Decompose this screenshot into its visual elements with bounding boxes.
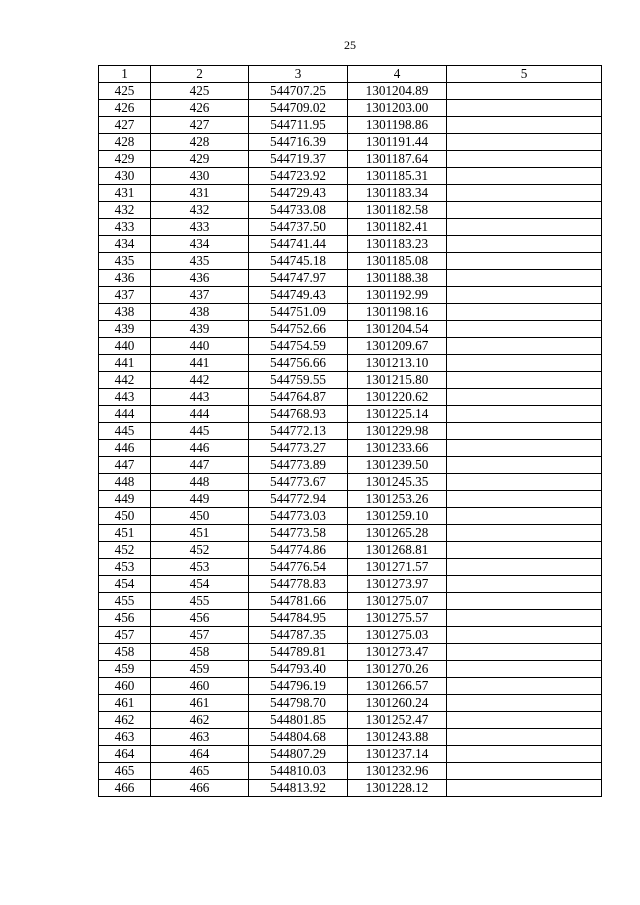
table-row [99, 780, 602, 797]
table-cell-col-4: 1301220.62 [348, 389, 447, 406]
table-cell-col-4: 1301252.47 [348, 712, 447, 729]
table-row [99, 678, 602, 695]
table-cell-col-3: 544810.03 [249, 763, 348, 780]
table-row [99, 661, 602, 678]
table-cell-col-3: 544741.44 [249, 236, 348, 253]
table-cell-col-5 [447, 389, 602, 406]
table-cell-col-2: 454 [151, 576, 249, 593]
table-cell-col-1: 454 [99, 576, 151, 593]
table-cell-col-2: 465 [151, 763, 249, 780]
table-cell-col-1: 457 [99, 627, 151, 644]
table-cell-col-2: 445 [151, 423, 249, 440]
table-cell-col-3: 544772.13 [249, 423, 348, 440]
table-cell-col-2: 449 [151, 491, 249, 508]
table-cell-col-5 [447, 287, 602, 304]
table-cell-col-3: 544754.59 [249, 338, 348, 355]
column-header-4: 4 [348, 66, 447, 83]
table-cell-col-1: 429 [99, 151, 151, 168]
table-cell-col-1: 443 [99, 389, 151, 406]
table-cell-col-5 [447, 746, 602, 763]
table-cell-col-1: 438 [99, 304, 151, 321]
table-cell-col-5 [447, 100, 602, 117]
table-cell-col-3: 544749.43 [249, 287, 348, 304]
table-cell-col-5 [447, 321, 602, 338]
table-row [99, 134, 602, 151]
table-cell-col-5 [447, 525, 602, 542]
table-cell-col-2: 435 [151, 253, 249, 270]
table-cell-col-4: 1301213.10 [348, 355, 447, 372]
table-cell-col-2: 464 [151, 746, 249, 763]
table-cell-col-1: 436 [99, 270, 151, 287]
table-cell-col-5 [447, 253, 602, 270]
table-cell-col-2: 456 [151, 610, 249, 627]
table-cell-col-2: 443 [151, 389, 249, 406]
table-cell-col-4: 1301188.38 [348, 270, 447, 287]
table-cell-col-3: 544774.86 [249, 542, 348, 559]
table-cell-col-1: 432 [99, 202, 151, 219]
table-cell-col-3: 544752.66 [249, 321, 348, 338]
table-cell-col-4: 1301191.44 [348, 134, 447, 151]
table-row [99, 406, 602, 423]
table-cell-col-3: 544804.68 [249, 729, 348, 746]
table-cell-col-3: 544773.89 [249, 457, 348, 474]
table-cell-col-1: 466 [99, 780, 151, 797]
table-cell-col-5 [447, 236, 602, 253]
table-cell-col-1: 434 [99, 236, 151, 253]
table-row [99, 593, 602, 610]
table-cell-col-5 [447, 423, 602, 440]
table-row [99, 440, 602, 457]
table-cell-col-4: 1301268.81 [348, 542, 447, 559]
table-cell-col-4: 1301275.07 [348, 593, 447, 610]
table-cell-col-2: 450 [151, 508, 249, 525]
table-cell-col-3: 544768.93 [249, 406, 348, 423]
table-cell-col-4: 1301265.28 [348, 525, 447, 542]
table-cell-col-2: 427 [151, 117, 249, 134]
table-cell-col-4: 1301183.34 [348, 185, 447, 202]
table-cell-col-3: 544796.19 [249, 678, 348, 695]
table-cell-col-1: 441 [99, 355, 151, 372]
table-cell-col-5 [447, 185, 602, 202]
table-cell-col-5 [447, 151, 602, 168]
table-cell-col-4: 1301232.96 [348, 763, 447, 780]
table-cell-col-3: 544711.95 [249, 117, 348, 134]
table-cell-col-2: 444 [151, 406, 249, 423]
table-row [99, 474, 602, 491]
table-cell-col-2: 448 [151, 474, 249, 491]
table-row [99, 100, 602, 117]
table-cell-col-1: 427 [99, 117, 151, 134]
table-cell-col-4: 1301185.08 [348, 253, 447, 270]
table-cell-col-3: 544723.92 [249, 168, 348, 185]
table-cell-col-4: 1301271.57 [348, 559, 447, 576]
table-header-row [99, 66, 602, 83]
table-cell-col-1: 464 [99, 746, 151, 763]
table-cell-col-2: 436 [151, 270, 249, 287]
table-cell-col-1: 452 [99, 542, 151, 559]
table-cell-col-5 [447, 338, 602, 355]
table-cell-col-3: 544773.27 [249, 440, 348, 457]
table-cell-col-1: 455 [99, 593, 151, 610]
table-cell-col-4: 1301253.26 [348, 491, 447, 508]
table-cell-col-3: 544778.83 [249, 576, 348, 593]
table-cell-col-2: 438 [151, 304, 249, 321]
table-row [99, 202, 602, 219]
table-cell-col-3: 544801.85 [249, 712, 348, 729]
table-row [99, 372, 602, 389]
table-cell-col-4: 1301260.24 [348, 695, 447, 712]
table-cell-col-1: 440 [99, 338, 151, 355]
table-cell-col-4: 1301182.41 [348, 219, 447, 236]
table-row [99, 423, 602, 440]
table-body [99, 83, 602, 797]
table-cell-col-3: 544772.94 [249, 491, 348, 508]
table-cell-col-2: 462 [151, 712, 249, 729]
table-cell-col-5 [447, 219, 602, 236]
table-cell-col-1: 462 [99, 712, 151, 729]
table-cell-col-1: 445 [99, 423, 151, 440]
table-cell-col-3: 544773.58 [249, 525, 348, 542]
table-cell-col-5 [447, 593, 602, 610]
table-row [99, 746, 602, 763]
table-row [99, 168, 602, 185]
table-cell-col-4: 1301245.35 [348, 474, 447, 491]
column-header-3: 3 [249, 66, 348, 83]
table-row [99, 525, 602, 542]
table-cell-col-3: 544773.67 [249, 474, 348, 491]
table-cell-col-4: 1301209.67 [348, 338, 447, 355]
table-cell-col-5 [447, 202, 602, 219]
table-cell-col-4: 1301233.66 [348, 440, 447, 457]
table-row [99, 185, 602, 202]
table-cell-col-4: 1301266.57 [348, 678, 447, 695]
table-cell-col-1: 458 [99, 644, 151, 661]
table-cell-col-4: 1301203.00 [348, 100, 447, 117]
table-cell-col-2: 446 [151, 440, 249, 457]
table-cell-col-4: 1301243.88 [348, 729, 447, 746]
table-cell-col-4: 1301239.50 [348, 457, 447, 474]
table-cell-col-2: 452 [151, 542, 249, 559]
table-cell-col-1: 463 [99, 729, 151, 746]
table-row [99, 491, 602, 508]
table-cell-col-5 [447, 508, 602, 525]
table-cell-col-1: 453 [99, 559, 151, 576]
table-cell-col-5 [447, 270, 602, 287]
table-cell-col-1: 435 [99, 253, 151, 270]
table-cell-col-4: 1301275.57 [348, 610, 447, 627]
table-row [99, 729, 602, 746]
table-cell-col-5 [447, 780, 602, 797]
table-cell-col-4: 1301270.26 [348, 661, 447, 678]
table-cell-col-4: 1301275.03 [348, 627, 447, 644]
table-cell-col-2: 429 [151, 151, 249, 168]
table-cell-col-3: 544787.35 [249, 627, 348, 644]
table-cell-col-1: 456 [99, 610, 151, 627]
table-cell-col-2: 457 [151, 627, 249, 644]
table-cell-col-4: 1301215.80 [348, 372, 447, 389]
table-cell-col-3: 544733.08 [249, 202, 348, 219]
table-row [99, 559, 602, 576]
coordinates-table [98, 65, 602, 797]
table-cell-col-4: 1301273.47 [348, 644, 447, 661]
table-row [99, 304, 602, 321]
table-row [99, 236, 602, 253]
table-cell-col-4: 1301192.99 [348, 287, 447, 304]
table-cell-col-1: 450 [99, 508, 151, 525]
table-cell-col-5 [447, 678, 602, 695]
table-cell-col-1: 430 [99, 168, 151, 185]
table-cell-col-5 [447, 406, 602, 423]
table-cell-col-5 [447, 644, 602, 661]
table-cell-col-1: 447 [99, 457, 151, 474]
table-cell-col-5 [447, 355, 602, 372]
table-cell-col-2: 461 [151, 695, 249, 712]
table-cell-col-3: 544793.40 [249, 661, 348, 678]
table-cell-col-2: 441 [151, 355, 249, 372]
table-cell-col-1: 425 [99, 83, 151, 100]
table-cell-col-3: 544751.09 [249, 304, 348, 321]
table-cell-col-5 [447, 117, 602, 134]
column-header-5: 5 [447, 66, 602, 83]
table-cell-col-3: 544719.37 [249, 151, 348, 168]
table-cell-col-4: 1301229.98 [348, 423, 447, 440]
table-row [99, 627, 602, 644]
table-cell-col-3: 544745.18 [249, 253, 348, 270]
table-cell-col-3: 544776.54 [249, 559, 348, 576]
table-cell-col-5 [447, 457, 602, 474]
table-cell-col-4: 1301183.23 [348, 236, 447, 253]
table-cell-col-5 [447, 712, 602, 729]
table-cell-col-5 [447, 695, 602, 712]
table-cell-col-2: 460 [151, 678, 249, 695]
table-cell-col-4: 1301198.16 [348, 304, 447, 321]
table-cell-col-3: 544759.55 [249, 372, 348, 389]
table-cell-col-4: 1301204.54 [348, 321, 447, 338]
table-cell-col-1: 451 [99, 525, 151, 542]
table-cell-col-3: 544773.03 [249, 508, 348, 525]
table-cell-col-2: 428 [151, 134, 249, 151]
table-cell-col-5 [447, 491, 602, 508]
table-cell-col-2: 430 [151, 168, 249, 185]
table-cell-col-2: 425 [151, 83, 249, 100]
table-row [99, 253, 602, 270]
table-cell-col-3: 544764.87 [249, 389, 348, 406]
page-number: 25 [344, 38, 356, 52]
table-cell-col-5 [447, 729, 602, 746]
table-cell-col-2: 434 [151, 236, 249, 253]
table-cell-col-5 [447, 304, 602, 321]
table-cell-col-3: 544781.66 [249, 593, 348, 610]
table-cell-col-5 [447, 168, 602, 185]
table-cell-col-1: 428 [99, 134, 151, 151]
table-row [99, 389, 602, 406]
table-cell-col-4: 1301204.89 [348, 83, 447, 100]
table-cell-col-5 [447, 372, 602, 389]
table-row [99, 219, 602, 236]
table-cell-col-1: 444 [99, 406, 151, 423]
table-cell-col-2: 431 [151, 185, 249, 202]
table-row [99, 542, 602, 559]
table-row [99, 151, 602, 168]
table-cell-col-3: 544798.70 [249, 695, 348, 712]
column-header-2: 2 [151, 66, 249, 83]
table-cell-col-1: 437 [99, 287, 151, 304]
table-cell-col-4: 1301259.10 [348, 508, 447, 525]
table-cell-col-2: 447 [151, 457, 249, 474]
table-row [99, 287, 602, 304]
table-header [99, 66, 602, 83]
table-cell-col-3: 544756.66 [249, 355, 348, 372]
table-row [99, 695, 602, 712]
table-cell-col-2: 433 [151, 219, 249, 236]
table-cell-col-1: 446 [99, 440, 151, 457]
table-cell-col-4: 1301187.64 [348, 151, 447, 168]
table-cell-col-1: 449 [99, 491, 151, 508]
table-cell-col-3: 544747.97 [249, 270, 348, 287]
table-cell-col-5 [447, 134, 602, 151]
table-row [99, 763, 602, 780]
table-cell-col-2: 463 [151, 729, 249, 746]
table-cell-col-1: 442 [99, 372, 151, 389]
table-cell-col-3: 544807.29 [249, 746, 348, 763]
table-cell-col-2: 440 [151, 338, 249, 355]
table-cell-col-4: 1301273.97 [348, 576, 447, 593]
table-cell-col-5 [447, 440, 602, 457]
table-cell-col-3: 544737.50 [249, 219, 348, 236]
table-cell-col-1: 461 [99, 695, 151, 712]
table-row [99, 270, 602, 287]
table-cell-col-5 [447, 576, 602, 593]
table-row [99, 117, 602, 134]
table-cell-col-1: 433 [99, 219, 151, 236]
table-cell-col-5 [447, 83, 602, 100]
table-cell-col-4: 1301198.86 [348, 117, 447, 134]
table-row [99, 355, 602, 372]
table-cell-col-2: 455 [151, 593, 249, 610]
table-cell-col-5 [447, 627, 602, 644]
table-row [99, 321, 602, 338]
table-cell-col-1: 460 [99, 678, 151, 695]
table-cell-col-2: 432 [151, 202, 249, 219]
table-cell-col-3: 544709.02 [249, 100, 348, 117]
table-cell-col-4: 1301225.14 [348, 406, 447, 423]
table-cell-col-1: 439 [99, 321, 151, 338]
table-cell-col-5 [447, 610, 602, 627]
table-cell-col-1: 459 [99, 661, 151, 678]
table-cell-col-4: 1301182.58 [348, 202, 447, 219]
table-cell-col-4: 1301185.31 [348, 168, 447, 185]
table-row [99, 83, 602, 100]
table-cell-col-2: 453 [151, 559, 249, 576]
table-cell-col-5 [447, 763, 602, 780]
table-cell-col-1: 426 [99, 100, 151, 117]
table-cell-col-3: 544789.81 [249, 644, 348, 661]
table-cell-col-1: 431 [99, 185, 151, 202]
table-row [99, 457, 602, 474]
table-cell-col-5 [447, 559, 602, 576]
table-row [99, 644, 602, 661]
table-cell-col-2: 442 [151, 372, 249, 389]
table-cell-col-3: 544707.25 [249, 83, 348, 100]
table-cell-col-3: 544716.39 [249, 134, 348, 151]
table-row [99, 508, 602, 525]
table-cell-col-2: 459 [151, 661, 249, 678]
table-row [99, 712, 602, 729]
table-cell-col-3: 544729.43 [249, 185, 348, 202]
table-cell-col-2: 466 [151, 780, 249, 797]
table-cell-col-3: 544813.92 [249, 780, 348, 797]
table-row [99, 338, 602, 355]
table-cell-col-5 [447, 661, 602, 678]
table-row [99, 576, 602, 593]
table-cell-col-3: 544784.95 [249, 610, 348, 627]
table-cell-col-5 [447, 474, 602, 491]
table-cell-col-2: 451 [151, 525, 249, 542]
table-cell-col-5 [447, 542, 602, 559]
table-cell-col-4: 1301228.12 [348, 780, 447, 797]
table-cell-col-4: 1301237.14 [348, 746, 447, 763]
table-cell-col-1: 448 [99, 474, 151, 491]
table-cell-col-2: 439 [151, 321, 249, 338]
column-header-1: 1 [99, 66, 151, 83]
table-cell-col-2: 426 [151, 100, 249, 117]
table-cell-col-1: 465 [99, 763, 151, 780]
table-cell-col-2: 458 [151, 644, 249, 661]
table-cell-col-2: 437 [151, 287, 249, 304]
table-row [99, 610, 602, 627]
